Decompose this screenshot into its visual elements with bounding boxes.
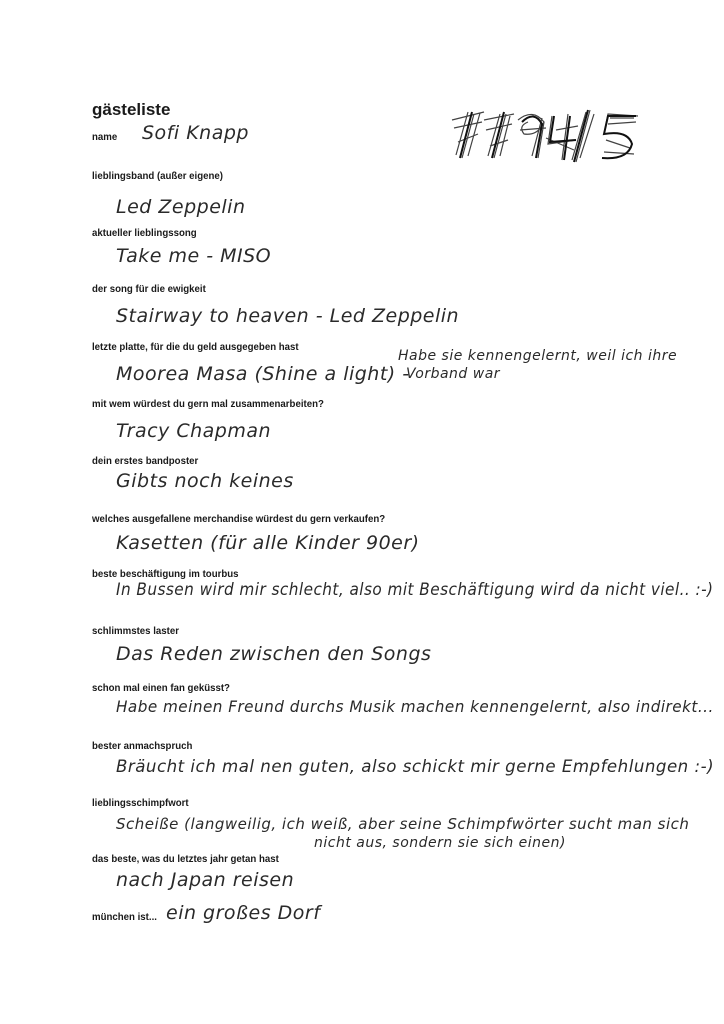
answer-last-record-note-2: Vorband war (406, 366, 501, 382)
answer-best-last-year: nach Japan reisen (116, 869, 295, 891)
label-collaboration: mit wem würdest du gern mal zusammenarbeiten? (92, 398, 324, 410)
label-name: name (92, 131, 118, 143)
answer-name: Sofi Knapp (142, 122, 249, 144)
answer-vice: Das Reden zwischen den Songs (116, 643, 432, 665)
label-song-forever: der song für die ewigkeit (92, 283, 206, 295)
label-best-last-year: das beste, was du letztes jahr getan hast (92, 853, 279, 865)
handwritten-number-stamp (448, 100, 648, 170)
answer-pickup-line: Bräucht ich mal nen guten, also schickt mir gerne Empfehlungen :-) (116, 757, 715, 777)
answer-merchandise: Kasetten (für alle Kinder 90er) (116, 532, 420, 554)
label-first-poster: dein erstes bandposter (92, 455, 199, 467)
answer-song-forever: Stairway to heaven - Led Zeppelin (116, 305, 460, 327)
answer-munich-is: ein großes Dorf (166, 902, 321, 924)
label-vice: schlimmstes laster (92, 625, 179, 637)
answer-swear-word: Scheiße (langweilig, ich weiß, aber seine Schimpfwörter sucht man sich (116, 815, 690, 833)
label-munich-is: münchen ist... (92, 911, 157, 923)
answer-first-poster: Gibts noch keines (116, 470, 294, 492)
answer-swear-word-line-2: nicht aus, sondern sie sich einen) (314, 835, 567, 851)
answer-fan-kissed: Habe meinen Freund durchs Musik machen kennengelernt, also indirekt... (116, 697, 714, 716)
label-pickup-line: bester anmachspruch (92, 740, 193, 752)
answer-current-song: Take me - MISO (116, 245, 272, 267)
answer-favorite-band: Led Zeppelin (116, 196, 246, 218)
label-favorite-band: lieblingsband (außer eigene) (92, 170, 223, 182)
label-current-song: aktueller lieblingssong (92, 227, 197, 239)
label-tourbus: beste beschäftigung im tourbus (92, 568, 239, 580)
label-merchandise: welches ausgefallene merchandise würdest du gern verkaufen? (92, 513, 386, 525)
answer-collaboration: Tracy Chapman (116, 420, 272, 442)
form-title: gästeliste (92, 100, 171, 119)
label-last-record: letzte platte, für die du geld ausgegeben hast (92, 341, 299, 353)
answer-last-record-note-1: Habe sie kennengelernt, weil ich ihre (398, 348, 678, 364)
label-swear-word: lieblingsschimpfwort (92, 797, 189, 809)
answer-tourbus: In Bussen wird mir schlecht, also mit Beschäftigung wird da nicht viel.. :-) (116, 580, 714, 600)
label-fan-kissed: schon mal einen fan geküsst? (92, 682, 230, 694)
answer-last-record: Moorea Masa (Shine a light) - (116, 363, 410, 385)
